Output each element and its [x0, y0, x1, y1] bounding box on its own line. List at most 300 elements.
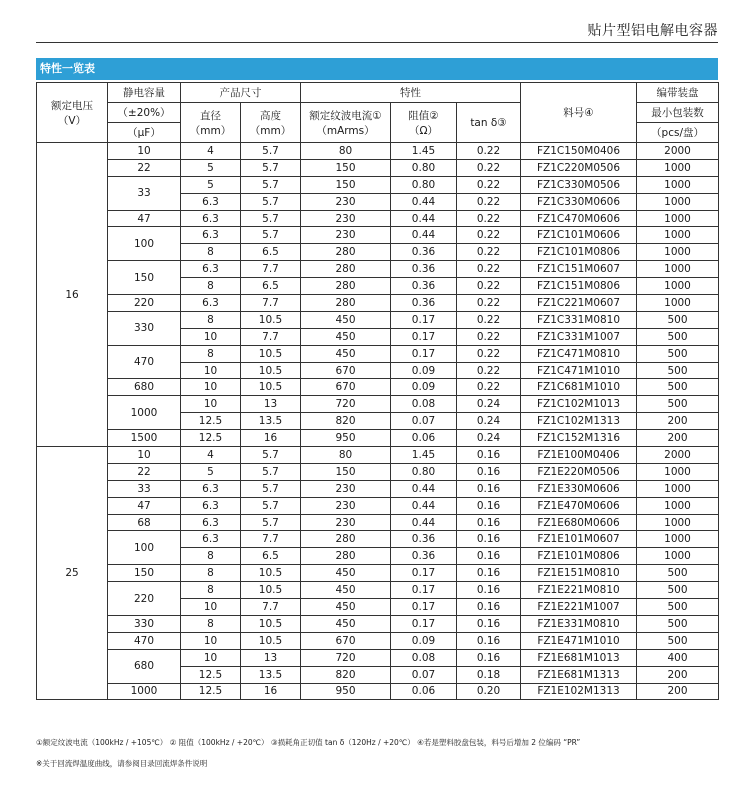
- cell-pack-qty: 1000: [637, 210, 719, 227]
- cell-capacitance: 470: [108, 345, 181, 379]
- cell-impedance: 0.09: [391, 379, 457, 396]
- cell-impedance: 0.36: [391, 531, 457, 548]
- table-row: [37, 210, 719, 227]
- cell-capacitance: 22: [108, 463, 181, 480]
- cell-impedance: 0.44: [391, 480, 457, 497]
- cell-diameter: 8: [181, 311, 241, 328]
- cell-capacitance: 150: [108, 261, 181, 295]
- cell-tan: 0.16: [457, 447, 521, 464]
- cell-capacitance: 150: [108, 565, 181, 582]
- header-ripple: 额定纹波电流① （mArms）: [301, 103, 391, 143]
- cell-pack-qty: 500: [637, 311, 719, 328]
- cell-diameter: 8: [181, 278, 241, 295]
- cell-part-number: FZ1C150M0406: [521, 143, 637, 160]
- cell-capacitance: 220: [108, 295, 181, 312]
- cell-height: 10.5: [241, 379, 301, 396]
- cell-height: 10.5: [241, 311, 301, 328]
- cell-capacitance: 1000: [108, 683, 181, 700]
- cell-diameter: 6.3: [181, 210, 241, 227]
- cell-part-number: FZ1C152M1316: [521, 430, 637, 447]
- cell-impedance: 0.07: [391, 413, 457, 430]
- cell-tan: 0.16: [457, 632, 521, 649]
- cell-impedance: 0.80: [391, 159, 457, 176]
- cell-height: 5.7: [241, 143, 301, 160]
- cell-impedance: 1.45: [391, 143, 457, 160]
- header-tan: tan δ③: [457, 103, 521, 143]
- cell-pack-qty: 1000: [637, 497, 719, 514]
- cell-height: 16: [241, 683, 301, 700]
- table-row: [37, 683, 719, 700]
- header-capacitance-tol: （±20%）: [108, 103, 181, 123]
- cell-impedance: 0.44: [391, 497, 457, 514]
- cell-capacitance: 330: [108, 311, 181, 345]
- cell-part-number: FZ1E221M1007: [521, 599, 637, 616]
- cell-ripple: 450: [301, 328, 391, 345]
- cell-ripple: 820: [301, 413, 391, 430]
- cell-impedance: 0.44: [391, 227, 457, 244]
- cell-impedance: 0.09: [391, 362, 457, 379]
- cell-part-number: FZ1C330M0606: [521, 193, 637, 210]
- cell-impedance: 1.45: [391, 447, 457, 464]
- cell-diameter: 12.5: [181, 413, 241, 430]
- header-capacitance: 静电容量: [108, 83, 181, 103]
- cell-tan: 0.22: [457, 278, 521, 295]
- table-row: [37, 345, 719, 362]
- table-row: [37, 632, 719, 649]
- cell-impedance: 0.07: [391, 666, 457, 683]
- cell-height: 5.7: [241, 176, 301, 193]
- cell-tan: 0.16: [457, 599, 521, 616]
- spec-table: [36, 82, 719, 700]
- cell-diameter: 5: [181, 176, 241, 193]
- cell-ripple: 820: [301, 666, 391, 683]
- table-row: [37, 615, 719, 632]
- cell-pack-qty: 1000: [637, 176, 719, 193]
- cell-diameter: 8: [181, 244, 241, 261]
- cell-ripple: 450: [301, 582, 391, 599]
- cell-tan: 0.20: [457, 683, 521, 700]
- table-row: [37, 649, 719, 666]
- cell-height: 5.7: [241, 463, 301, 480]
- cell-height: 7.7: [241, 599, 301, 616]
- cell-height: 7.7: [241, 261, 301, 278]
- cell-tan: 0.22: [457, 159, 521, 176]
- cell-impedance: 0.36: [391, 278, 457, 295]
- cell-capacitance: 33: [108, 480, 181, 497]
- cell-ripple: 280: [301, 531, 391, 548]
- cell-ripple: 450: [301, 345, 391, 362]
- cell-height: 7.7: [241, 295, 301, 312]
- cell-pack-qty: 1000: [637, 193, 719, 210]
- cell-height: 7.7: [241, 328, 301, 345]
- cell-diameter: 10: [181, 396, 241, 413]
- cell-capacitance: 47: [108, 497, 181, 514]
- cell-height: 13: [241, 649, 301, 666]
- cell-impedance: 0.17: [391, 582, 457, 599]
- cell-height: 5.7: [241, 227, 301, 244]
- table-row: [37, 463, 719, 480]
- cell-part-number: FZ1C471M1010: [521, 362, 637, 379]
- cell-ripple: 450: [301, 565, 391, 582]
- cell-part-number: FZ1C470M0606: [521, 210, 637, 227]
- cell-ripple: 720: [301, 396, 391, 413]
- cell-diameter: 8: [181, 548, 241, 565]
- table-row: [37, 514, 719, 531]
- cell-ripple: 280: [301, 278, 391, 295]
- cell-impedance: 0.06: [391, 430, 457, 447]
- cell-tan: 0.18: [457, 666, 521, 683]
- cell-part-number: FZ1E331M0810: [521, 615, 637, 632]
- table-row: [37, 261, 719, 278]
- cell-capacitance: 100: [108, 531, 181, 565]
- cell-ripple: 230: [301, 210, 391, 227]
- cell-height: 7.7: [241, 531, 301, 548]
- header-reel: 编带装盘: [637, 83, 719, 103]
- cell-diameter: 6.3: [181, 531, 241, 548]
- cell-height: 5.7: [241, 514, 301, 531]
- cell-impedance: 0.17: [391, 599, 457, 616]
- cell-height: 13.5: [241, 413, 301, 430]
- cell-capacitance: 10: [108, 447, 181, 464]
- cell-part-number: FZ1E221M0810: [521, 582, 637, 599]
- document-title: 贴片型铝电解电容器: [587, 23, 718, 39]
- cell-impedance: 0.80: [391, 463, 457, 480]
- cell-capacitance: 330: [108, 615, 181, 632]
- cell-ripple: 720: [301, 649, 391, 666]
- table-row: [37, 396, 719, 413]
- cell-tan: 0.22: [457, 328, 521, 345]
- table-row: [37, 143, 719, 160]
- cell-ripple: 230: [301, 514, 391, 531]
- cell-ripple: 950: [301, 683, 391, 700]
- header-diameter: 直径 （mm）: [181, 103, 241, 143]
- cell-tan: 0.16: [457, 514, 521, 531]
- cell-impedance: 0.44: [391, 193, 457, 210]
- cell-height: 10.5: [241, 615, 301, 632]
- table-row: [37, 430, 719, 447]
- cell-diameter: 6.3: [181, 497, 241, 514]
- cell-part-number: FZ1C471M0810: [521, 345, 637, 362]
- cell-pack-qty: 500: [637, 362, 719, 379]
- cell-ripple: 230: [301, 497, 391, 514]
- cell-height: 10.5: [241, 582, 301, 599]
- cell-ripple: 450: [301, 599, 391, 616]
- cell-diameter: 12.5: [181, 666, 241, 683]
- cell-diameter: 4: [181, 143, 241, 160]
- cell-capacitance: 220: [108, 582, 181, 616]
- cell-ripple: 450: [301, 311, 391, 328]
- cell-ripple: 280: [301, 548, 391, 565]
- cell-part-number: FZ1C102M1313: [521, 413, 637, 430]
- cell-height: 5.7: [241, 497, 301, 514]
- cell-diameter: 10: [181, 599, 241, 616]
- cell-capacitance: 10: [108, 143, 181, 160]
- cell-tan: 0.24: [457, 413, 521, 430]
- table-row: [37, 447, 719, 464]
- cell-pack-qty: 1000: [637, 480, 719, 497]
- cell-pack-qty: 400: [637, 649, 719, 666]
- cell-height: 5.7: [241, 193, 301, 210]
- cell-capacitance: 22: [108, 159, 181, 176]
- cell-tan: 0.16: [457, 565, 521, 582]
- table-row: [37, 295, 719, 312]
- cell-impedance: 0.08: [391, 649, 457, 666]
- cell-height: 5.7: [241, 210, 301, 227]
- header-size: 产品尺寸: [181, 83, 301, 103]
- table-row: [37, 379, 719, 396]
- cell-tan: 0.22: [457, 210, 521, 227]
- cell-tan: 0.22: [457, 261, 521, 278]
- cell-part-number: FZ1C102M1013: [521, 396, 637, 413]
- cell-part-number: FZ1C330M0506: [521, 176, 637, 193]
- cell-diameter: 6.3: [181, 295, 241, 312]
- cell-pack-qty: 2000: [637, 143, 719, 160]
- cell-part-number: FZ1E151M0810: [521, 565, 637, 582]
- cell-tan: 0.22: [457, 244, 521, 261]
- cell-diameter: 5: [181, 159, 241, 176]
- cell-capacitance: 1500: [108, 430, 181, 447]
- cell-impedance: 0.09: [391, 632, 457, 649]
- cell-height: 5.7: [241, 447, 301, 464]
- header-pack-unit: （pcs/盘）: [637, 123, 719, 143]
- cell-ripple: 230: [301, 480, 391, 497]
- cell-diameter: 8: [181, 345, 241, 362]
- cell-capacitance: 100: [108, 227, 181, 261]
- cell-capacitance: 1000: [108, 396, 181, 430]
- cell-tan: 0.22: [457, 295, 521, 312]
- cell-voltage: 25: [37, 447, 108, 700]
- cell-pack-qty: 1000: [637, 548, 719, 565]
- table-row: [37, 480, 719, 497]
- cell-pack-qty: 1000: [637, 261, 719, 278]
- cell-diameter: 6.3: [181, 261, 241, 278]
- cell-diameter: 5: [181, 463, 241, 480]
- cell-height: 13.5: [241, 666, 301, 683]
- cell-pack-qty: 500: [637, 396, 719, 413]
- cell-ripple: 280: [301, 261, 391, 278]
- cell-capacitance: 33: [108, 176, 181, 210]
- cell-pack-qty: 200: [637, 683, 719, 700]
- cell-tan: 0.24: [457, 430, 521, 447]
- cell-tan: 0.16: [457, 480, 521, 497]
- cell-impedance: 0.17: [391, 565, 457, 582]
- header-part-number: 料号④: [521, 83, 637, 143]
- cell-height: 10.5: [241, 632, 301, 649]
- cell-pack-qty: 1000: [637, 159, 719, 176]
- cell-ripple: 670: [301, 632, 391, 649]
- cell-ripple: 230: [301, 227, 391, 244]
- cell-pack-qty: 200: [637, 666, 719, 683]
- cell-impedance: 0.80: [391, 176, 457, 193]
- cell-part-number: FZ1E100M0406: [521, 447, 637, 464]
- cell-pack-qty: 1000: [637, 514, 719, 531]
- cell-ripple: 450: [301, 615, 391, 632]
- cell-impedance: 0.36: [391, 295, 457, 312]
- cell-part-number: FZ1C101M0606: [521, 227, 637, 244]
- cell-part-number: FZ1E102M1313: [521, 683, 637, 700]
- cell-impedance: 0.17: [391, 328, 457, 345]
- cell-diameter: 6.3: [181, 514, 241, 531]
- cell-ripple: 670: [301, 379, 391, 396]
- section-title: 特性一览表: [36, 58, 718, 80]
- cell-tan: 0.22: [457, 193, 521, 210]
- cell-tan: 0.22: [457, 379, 521, 396]
- cell-diameter: 10: [181, 362, 241, 379]
- cell-height: 6.5: [241, 244, 301, 261]
- cell-pack-qty: 500: [637, 565, 719, 582]
- cell-part-number: FZ1E101M0607: [521, 531, 637, 548]
- cell-diameter: 12.5: [181, 430, 241, 447]
- cell-capacitance: 680: [108, 379, 181, 396]
- cell-part-number: FZ1C151M0607: [521, 261, 637, 278]
- cell-pack-qty: 500: [637, 379, 719, 396]
- header-height: 高度 （mm）: [241, 103, 301, 143]
- cell-pack-qty: 2000: [637, 447, 719, 464]
- cell-diameter: 12.5: [181, 683, 241, 700]
- cell-ripple: 230: [301, 193, 391, 210]
- cell-pack-qty: 200: [637, 430, 719, 447]
- cell-diameter: 8: [181, 582, 241, 599]
- cell-pack-qty: 500: [637, 328, 719, 345]
- header-capacitance-unit: （μF）: [108, 123, 181, 143]
- cell-capacitance: 47: [108, 210, 181, 227]
- cell-impedance: 0.08: [391, 396, 457, 413]
- cell-impedance: 0.36: [391, 261, 457, 278]
- cell-capacitance: 680: [108, 649, 181, 683]
- cell-part-number: FZ1E330M0606: [521, 480, 637, 497]
- cell-impedance: 0.17: [391, 345, 457, 362]
- cell-height: 10.5: [241, 362, 301, 379]
- cell-diameter: 8: [181, 565, 241, 582]
- cell-part-number: FZ1E681M1313: [521, 666, 637, 683]
- cell-part-number: FZ1C331M1007: [521, 328, 637, 345]
- cell-pack-qty: 1000: [637, 531, 719, 548]
- header-impedance: 阻值② （Ω）: [391, 103, 457, 143]
- header-characteristics: 特性: [301, 83, 521, 103]
- cell-diameter: 8: [181, 615, 241, 632]
- cell-pack-qty: 1000: [637, 463, 719, 480]
- cell-height: 10.5: [241, 345, 301, 362]
- cell-part-number: FZ1C101M0806: [521, 244, 637, 261]
- cell-tan: 0.16: [457, 463, 521, 480]
- cell-tan: 0.16: [457, 548, 521, 565]
- cell-pack-qty: 1000: [637, 244, 719, 261]
- cell-diameter: 10: [181, 632, 241, 649]
- cell-height: 10.5: [241, 565, 301, 582]
- cell-ripple: 950: [301, 430, 391, 447]
- cell-ripple: 150: [301, 176, 391, 193]
- cell-impedance: 0.44: [391, 210, 457, 227]
- spec-table-body: [37, 143, 719, 700]
- cell-part-number: FZ1C220M0506: [521, 159, 637, 176]
- cell-pack-qty: 500: [637, 632, 719, 649]
- cell-height: 16: [241, 430, 301, 447]
- cell-ripple: 280: [301, 244, 391, 261]
- cell-height: 5.7: [241, 480, 301, 497]
- cell-capacitance: 68: [108, 514, 181, 531]
- table-row: [37, 565, 719, 582]
- cell-pack-qty: 500: [637, 615, 719, 632]
- cell-tan: 0.16: [457, 615, 521, 632]
- cell-ripple: 670: [301, 362, 391, 379]
- cell-part-number: FZ1E220M0506: [521, 463, 637, 480]
- cell-tan: 0.16: [457, 649, 521, 666]
- cell-ripple: 80: [301, 447, 391, 464]
- table-row: [37, 227, 719, 244]
- cell-tan: 0.22: [457, 176, 521, 193]
- cell-diameter: 6.3: [181, 193, 241, 210]
- cell-capacitance: 470: [108, 632, 181, 649]
- cell-tan: 0.16: [457, 582, 521, 599]
- cell-tan: 0.22: [457, 362, 521, 379]
- cell-diameter: 10: [181, 379, 241, 396]
- cell-tan: 0.22: [457, 311, 521, 328]
- cell-height: 6.5: [241, 548, 301, 565]
- cell-ripple: 80: [301, 143, 391, 160]
- footnote-reflow: ※关于回流焊温度曲线，请参阅目录回流焊条件说明: [36, 759, 208, 768]
- cell-part-number: FZ1E470M0606: [521, 497, 637, 514]
- cell-height: 13: [241, 396, 301, 413]
- cell-diameter: 10: [181, 328, 241, 345]
- cell-height: 5.7: [241, 159, 301, 176]
- table-row: [37, 176, 719, 193]
- cell-impedance: 0.17: [391, 615, 457, 632]
- cell-pack-qty: 500: [637, 582, 719, 599]
- table-row: [37, 582, 719, 599]
- table-row: [37, 531, 719, 548]
- cell-pack-qty: 500: [637, 599, 719, 616]
- cell-pack-qty: 200: [637, 413, 719, 430]
- cell-part-number: FZ1E681M1013: [521, 649, 637, 666]
- cell-tan: 0.22: [457, 345, 521, 362]
- cell-diameter: 6.3: [181, 480, 241, 497]
- cell-tan: 0.22: [457, 227, 521, 244]
- cell-pack-qty: 500: [637, 345, 719, 362]
- cell-ripple: 150: [301, 463, 391, 480]
- cell-impedance: 0.36: [391, 548, 457, 565]
- table-row: [37, 311, 719, 328]
- cell-diameter: 4: [181, 447, 241, 464]
- cell-ripple: 280: [301, 295, 391, 312]
- cell-pack-qty: 1000: [637, 227, 719, 244]
- cell-part-number: FZ1C681M1010: [521, 379, 637, 396]
- cell-part-number: FZ1C221M0607: [521, 295, 637, 312]
- cell-tan: 0.22: [457, 143, 521, 160]
- cell-part-number: FZ1C331M0810: [521, 311, 637, 328]
- header-pack-qty: 最小包装数: [637, 103, 719, 123]
- cell-part-number: FZ1E471M1010: [521, 632, 637, 649]
- cell-pack-qty: 1000: [637, 295, 719, 312]
- footnote-conditions: ①额定纹波电流（100kHz / +105℃） ② 阻值（100kHz / +20℃） ③损耗角正切值 tan δ（120Hz / +20℃） ④若是塑料胶盘包装，料号后增加 2 位编码 “PR”: [36, 738, 581, 747]
- cell-height: 6.5: [241, 278, 301, 295]
- cell-impedance: 0.17: [391, 311, 457, 328]
- table-row: [37, 159, 719, 176]
- cell-impedance: 0.36: [391, 244, 457, 261]
- cell-tan: 0.16: [457, 531, 521, 548]
- cell-part-number: FZ1E101M0806: [521, 548, 637, 565]
- cell-ripple: 150: [301, 159, 391, 176]
- cell-tan: 0.24: [457, 396, 521, 413]
- header-rule: [36, 42, 718, 43]
- cell-impedance: 0.06: [391, 683, 457, 700]
- cell-part-number: FZ1E680M0606: [521, 514, 637, 531]
- header-voltage: 额定电压 （V）: [37, 83, 108, 143]
- cell-voltage: 16: [37, 143, 108, 447]
- cell-tan: 0.16: [457, 497, 521, 514]
- cell-impedance: 0.44: [391, 514, 457, 531]
- cell-part-number: FZ1C151M0806: [521, 278, 637, 295]
- cell-diameter: 6.3: [181, 227, 241, 244]
